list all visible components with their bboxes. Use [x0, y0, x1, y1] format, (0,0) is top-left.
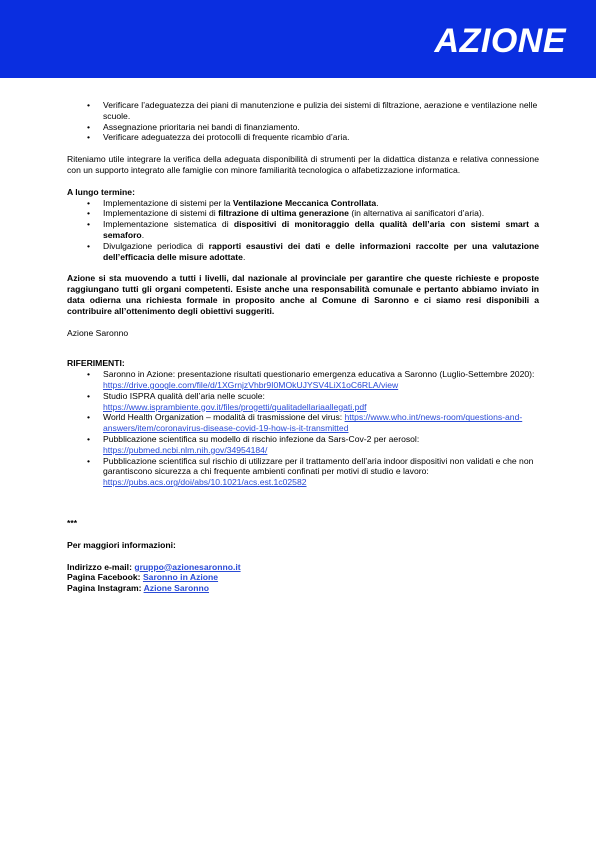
reference-link[interactable]: https://pubs.acs.org/doi/abs/10.1021/acs.est.1c02582 [103, 477, 307, 488]
measures-list [67, 100, 539, 143]
references-heading: RIFERIMENTI: [67, 358, 125, 369]
contact-email: Indirizzo e-mail: gruppo@azionesaronno.it [67, 561, 241, 572]
reference-item: • Pubblicazione scientifica su modello di rischio infezione da Sars-Cov-2 per aerosol: https://pubmed.ncbi.nlm.nih.gov/34954184/ [67, 434, 539, 456]
reference-item: • World Health Organization – modalità di trasmissione del virus: https://www.who.int/news-room/questions-and-answers/item/coronavirus-disease-covid-19-how-is-it-transmitted [67, 412, 539, 434]
paragraph-didattica: Riteniamo utile integrare la verifica della adeguata disponibilità di strumenti per la didattica distanza e relativa connessione con un supporto integrato alle famiglie con minore familiarità tecnologica o alfabetizzazione informatica. [67, 154, 539, 175]
list-item: • Divulgazione periodica di rapporti esaustivi dei dati e delle informazioni raccolte per una valutazione dell’efficacia delle misure adottate. [67, 241, 539, 263]
list-item: • Verificare adeguatezza dei protocolli di frequente ricambio d’aria. [67, 132, 539, 143]
reference-link[interactable]: https://pubmed.ncbi.nlm.nih.gov/34954184/ [103, 444, 268, 455]
reference-link[interactable]: https://www.isprambiente.gov.it/files/progetti/qualitadellariaallegati.pdf [103, 401, 367, 412]
email-link[interactable]: gruppo@azionesaronno.it [134, 561, 241, 572]
long-term-list [67, 198, 539, 263]
contacts-heading: Per maggiori informazioni: [67, 539, 176, 550]
separator: *** [67, 517, 78, 528]
list-item: • Implementazione sistematica di dispositivi di monitoraggio della qualità dell’aria con sistemi smart a semaforo. [67, 219, 539, 241]
list-item: • Assegnazione prioritaria nei bandi di finanziamento. [67, 122, 539, 133]
facebook-link[interactable]: Saronno in Azione [142, 572, 219, 583]
list-item: • Implementazione di sistemi di filtrazione di ultima generazione (in alternativa ai sanificatori d’aria). [67, 208, 539, 219]
reference-item: • Saronno in Azione: presentazione risultati questionario emergenza educativa a Saronno (Luglio-Settembre 2020): https://drive.google.com/file/d/1XGrnjzVhbr9I0MOkUJYSV4LiX1oC6RLA/view [67, 369, 539, 391]
reference-item: • Studio ISPRA qualità dell’aria nelle scuole: https://www.isprambiente.gov.it/files/progetti/qualitadellariaallegati.pdf [67, 391, 539, 413]
long-term-heading: A lungo termine: [67, 186, 135, 197]
reference-item: • Pubblicazione scientifica sul rischio di utilizzare per il trattamento dell’aria indoor dispositivi non validati e che non garantiscono sicurezza a chi frequente ambienti confinati per motivi di studio e lavoro: https://pubs.acs.org/doi/abs/10.1021/acs.est.1c02582 [67, 456, 539, 488]
azione-logo: AZIONE [434, 22, 566, 60]
contact-instagram: Pagina Instagram: Azione Saronno [67, 583, 209, 594]
list-item: • Verificare l’adeguatezza dei piani di manutenzione e pulizia dei sistemi di filtrazione, aerazione e ventilazione nelle scuole. [67, 100, 539, 122]
header-banner [0, 0, 596, 78]
statement-paragraph: Azione si sta muovendo a tutti i livelli, dal nazionale al provinciale per garantire che queste richieste e proposte raggiungano tutti gli organi competenti. Esiste anche una responsabilità comunale e pertanto abbiamo inviato in data odierna una richiesta formale in proposito anche al Comune di Saronno e ci siamo resi disponibili a contribuire all’ottenimento degli obiettivi suggeriti. [67, 273, 539, 316]
reference-link[interactable]: https://www.who.int/news-room/questions-and-answers/item/coronavirus-disease-covid-19-how-is-it-transmitted [103, 412, 523, 434]
document-body [67, 100, 539, 594]
references-list [67, 369, 539, 488]
signature: Azione Saronno [67, 327, 129, 338]
contact-facebook: Pagina Facebook: Saronno in Azione [67, 572, 219, 583]
reference-link[interactable]: https://drive.google.com/file/d/1XGrnjzVhbr9I0MOkUJYSV4LiX1oC6RLA/view [103, 379, 399, 390]
list-item: • Implementazione di sistemi per la Ventilazione Meccanica Controllata. [67, 198, 539, 209]
instagram-link[interactable]: Azione Saronno [143, 583, 209, 594]
